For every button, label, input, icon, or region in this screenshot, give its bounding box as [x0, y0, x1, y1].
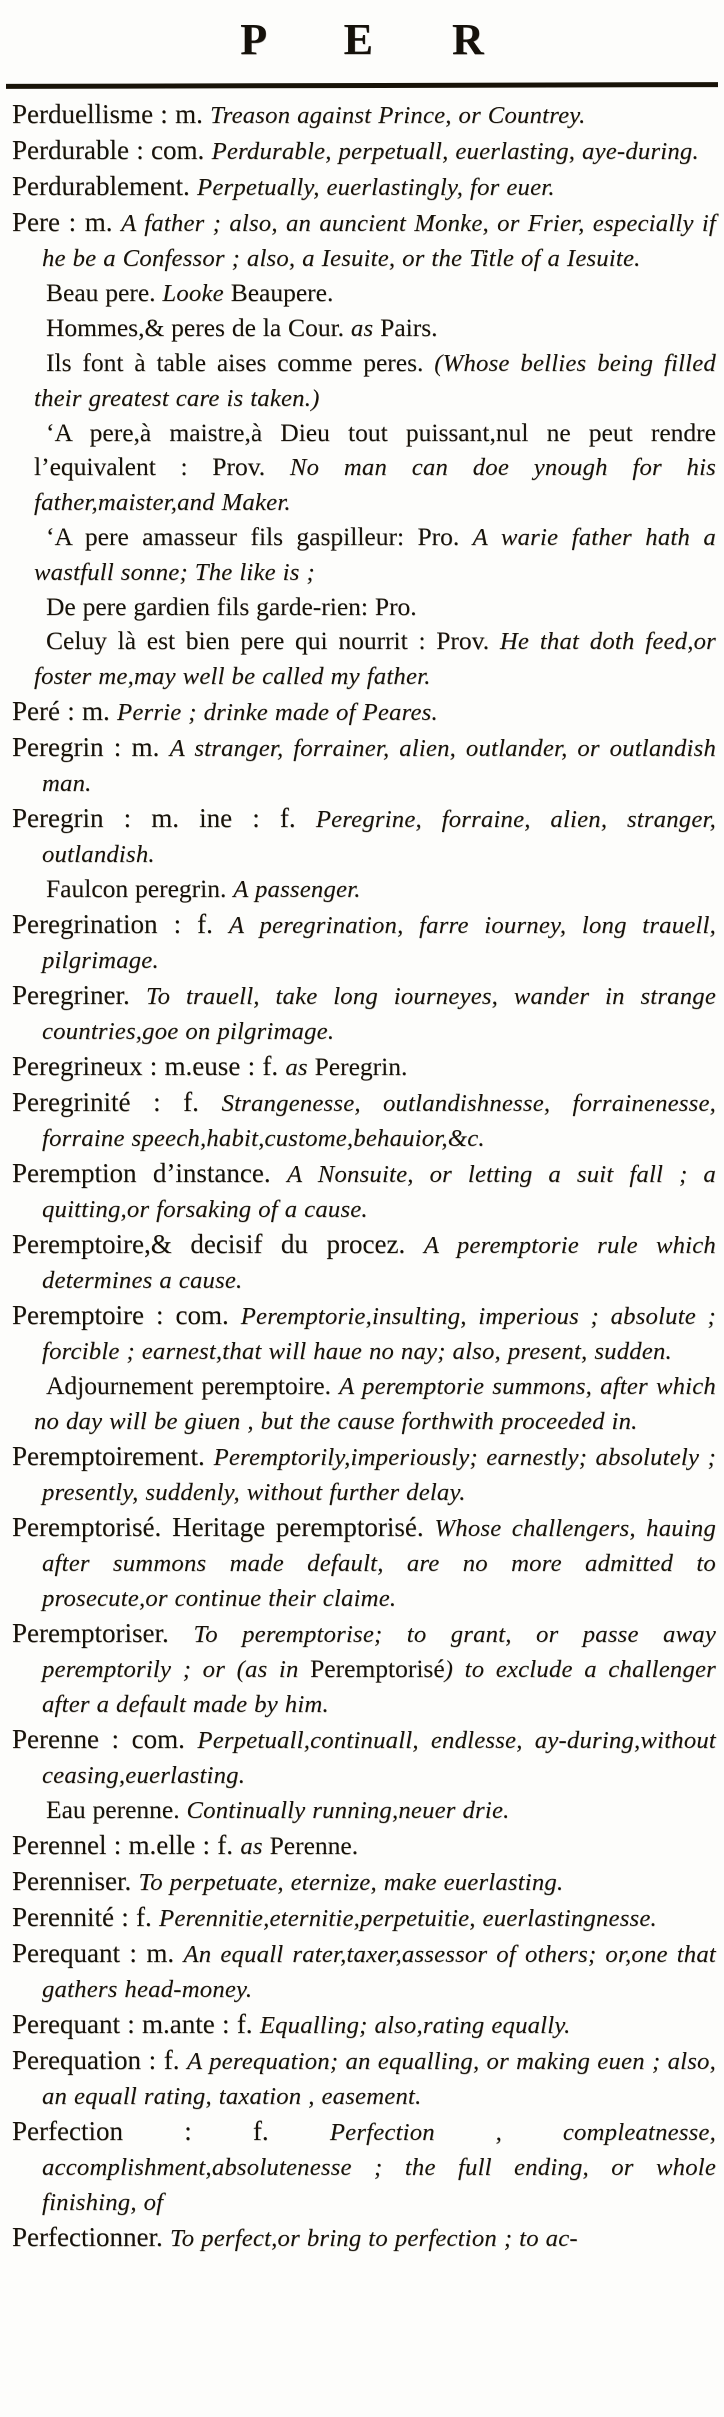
french-text: ‘A pere amasseur fils gaspilleur: Pro.: [46, 522, 473, 551]
dictionary-entry: [12, 1439, 716, 1510]
header-rule: [6, 82, 718, 89]
dictionary-entry: [12, 1227, 716, 1298]
dictionary-entry: [12, 1298, 716, 1369]
entries-column: [6, 97, 718, 2256]
english-gloss: To trauell, take long iourneyes, wander in strange countries,goe on pilgrimage.: [42, 983, 716, 1045]
sub-entry: [12, 346, 716, 416]
dictionary-entry: [12, 730, 716, 801]
dictionary-entry: [12, 1510, 716, 1616]
sub-entry: [12, 1793, 716, 1828]
dictionary-entry: [12, 1156, 716, 1227]
headword-text: Peregrin : m.: [12, 732, 170, 762]
french-text: Eau perenne.: [46, 1795, 187, 1824]
dictionary-entry: [12, 2043, 716, 2114]
sub-entry: [12, 416, 716, 520]
english-gloss: Strangenesse, outlandishnesse, forrainenesse, forraine speech,habit,custome,behauior,&c.: [42, 1090, 717, 1152]
french-text: De pere gardien fils garde-rien: Pro.: [46, 592, 417, 621]
dictionary-entry: [12, 2007, 716, 2043]
headword-text: Peremptoire,& decisif du procez.: [12, 1229, 424, 1259]
headword-text: Peregrination : f.: [12, 909, 229, 939]
headword-text: Perdurablement.: [12, 171, 198, 201]
english-gloss: An equall rater,taxer,assessor of others; or,one that gathers head-money.: [42, 1941, 716, 2003]
dictionary-entry: [12, 1936, 716, 2007]
headword-text: Pere : m.: [12, 207, 122, 237]
english-gloss: To perfect,or bring to perfection ; to ac-: [170, 2225, 578, 2252]
french-text: Peremptorisé: [310, 1654, 445, 1683]
french-text: Peregrin.: [314, 1052, 408, 1081]
english-gloss: Looke: [162, 280, 231, 307]
headword-text: Peremption d’instance.: [12, 1158, 287, 1188]
dictionary-entry: [12, 1085, 716, 1156]
french-text: Hommes,& peres de la Cour.: [46, 313, 351, 342]
sub-entry: [12, 872, 716, 907]
english-gloss: Perdurable, perpetuall, euerlasting, aye-during.: [211, 138, 699, 165]
dictionary-entry: [12, 2220, 716, 2256]
english-gloss: A perequation; an equalling, or making euen ; also, an equall rating, taxation , easement.: [42, 2048, 716, 2110]
headword-text: Peré : m.: [12, 696, 118, 726]
english-gloss: He that doth feed,or foster me,may well be called my father.: [34, 628, 716, 690]
headword-text: Peregrin : m. ine : f.: [12, 803, 316, 833]
sub-entry: [12, 624, 716, 694]
headword-text: Peregrineux : m.euse : f.: [12, 1051, 286, 1081]
english-gloss: Peremptorily,imperiously; earnestly; absolutely ; presently, suddenly, without further delay.: [42, 1444, 717, 1506]
english-gloss: Perpetually, euerlastingly, for euer.: [197, 174, 555, 201]
english-gloss: To peremptorise; to grant, or passe away peremptorily ; or (as in: [42, 1621, 716, 1683]
french-text: Pairs.: [380, 313, 438, 342]
sub-entry: [12, 1369, 716, 1439]
english-gloss: A peremptorie summons, after which no day will be giuen , but the cause forthwith proceeded in.: [34, 1373, 716, 1435]
headword-text: Perequation : f.: [12, 2045, 188, 2075]
headword-text: Peregrinité : f.: [12, 1087, 222, 1117]
french-text: Celuy là est bien pere qui nourrit : Prov.: [46, 626, 500, 655]
dictionary-entry: [12, 205, 716, 276]
dictionary-entry: [12, 907, 716, 978]
english-gloss: Peregrine, forraine, alien, stranger, outlandish.: [42, 806, 716, 868]
dictionary-entry: [12, 97, 716, 133]
english-gloss: A stranger, forrainer, alien, outlander, or outlandish man.: [42, 735, 716, 797]
french-text: Beaupere.: [230, 278, 334, 307]
sub-entry: [12, 276, 716, 311]
running-head: P E R: [240, 15, 518, 64]
english-gloss: Continually running,neuer drie.: [186, 1797, 510, 1824]
english-gloss: A warie father hath a wastfull sonne; The like is ;: [34, 524, 716, 586]
dictionary-entry: [12, 133, 716, 169]
dictionary-entry: [12, 978, 716, 1049]
french-text: ‘A pere,à maistre,à Dieu tout puissant,nul ne peut rendre l’equivalent : Prov.: [34, 418, 716, 481]
headword-text: Peregriner.: [12, 980, 146, 1010]
english-gloss: as: [285, 1054, 315, 1081]
sub-entry: [12, 311, 716, 346]
english-gloss: as: [240, 1833, 270, 1860]
headword-text: Perdurable : com.: [12, 135, 212, 165]
english-gloss: A peremptorie rule which determines a cause.: [42, 1232, 716, 1294]
french-text: Adjournement peremptoire.: [46, 1371, 340, 1400]
dictionary-entry: [12, 169, 716, 205]
dictionary-entry: [12, 1828, 716, 1864]
english-gloss: To perpetuate, eternize, make euerlasting.: [138, 1869, 564, 1896]
english-gloss: Peremptorie,insulting, imperious ; absolute ; forcible ; earnest,that will haue no nay; also, present, sudden.: [42, 1303, 716, 1365]
french-text: Beau pere.: [46, 278, 163, 307]
english-gloss: as: [350, 315, 381, 342]
dictionary-entry: [12, 801, 716, 872]
dictionary-entry: [12, 2114, 716, 2220]
headword-text: Peremptoriser.: [12, 1618, 194, 1648]
headword-text: Peremptoire : com.: [12, 1300, 241, 1330]
headword-text: Peremptorisé. Heritage peremptorisé.: [12, 1512, 435, 1542]
english-gloss: ) to exclude a challenger after a default made by him.: [42, 1656, 716, 1718]
french-text: Perenne.: [269, 1831, 359, 1860]
headword-text: Perenne : com.: [12, 1724, 198, 1754]
english-gloss: Whose challengers, hauing after summons made default, are no more admitted to prosecute,or continue their claime.: [42, 1515, 717, 1612]
english-gloss: No man can doe ynough for his father,maister,and Maker.: [34, 454, 717, 516]
english-gloss: Perennitie,eternitie,perpetuitie, euerlastingnesse.: [159, 1905, 657, 1932]
dictionary-entry: [12, 1616, 716, 1722]
sub-entry: [12, 590, 716, 624]
headword-text: Perennel : m.elle : f.: [12, 1830, 241, 1860]
dictionary-entry: [12, 694, 716, 730]
english-gloss: Perfection , compleatnesse, accomplishment,absolutenesse ; the full ending, or whole finishing, of: [42, 2119, 716, 2216]
english-gloss: Equalling; also,rating equally.: [259, 2012, 571, 2039]
english-gloss: Treason against Prince, or Countrey.: [210, 102, 586, 129]
sub-entry: [12, 520, 716, 590]
headword-text: Perennité : f.: [12, 1902, 160, 1932]
english-gloss: Perrie ; drinke made of Peares.: [117, 699, 438, 726]
dictionary-entry: [12, 1900, 716, 1936]
english-gloss: A peregrination, farre iourney, long trauell, pilgrimage.: [42, 912, 716, 974]
dictionary-entry: [12, 1722, 716, 1793]
headword-text: Perenniser.: [12, 1866, 139, 1896]
english-gloss: A father ; also, an auncient Monke, or Frier, especially if he be a Confessor ; also, a Iesuite, or the Title of a Iesuite.: [42, 210, 716, 272]
dictionary-entry: [12, 1864, 716, 1900]
headword-text: Perfection : f.: [12, 2116, 330, 2146]
dictionary-entry: [12, 1049, 716, 1085]
english-gloss: (Whose bellies being filled their greatest care is taken.): [34, 350, 716, 412]
headword-text: Perfectionner.: [12, 2222, 171, 2252]
headword-text: Perduellisme : m.: [12, 99, 211, 129]
french-text: Ils font à table aises comme peres.: [46, 348, 435, 377]
english-gloss: A Nonsuite, or letting a suit fall ; a quitting,or forsaking of a cause.: [42, 1161, 716, 1223]
french-text: Faulcon peregrin.: [46, 874, 234, 903]
headword-text: Perequant : m.: [12, 1938, 184, 1968]
english-gloss: A passenger.: [233, 876, 361, 903]
headword-text: Perequant : m.ante : f.: [12, 2009, 260, 2039]
headword-text: Peremptoirement.: [12, 1441, 214, 1471]
english-gloss: Perpetuall,continuall, endlesse, ay-during,without ceasing,euerlasting.: [42, 1727, 717, 1789]
